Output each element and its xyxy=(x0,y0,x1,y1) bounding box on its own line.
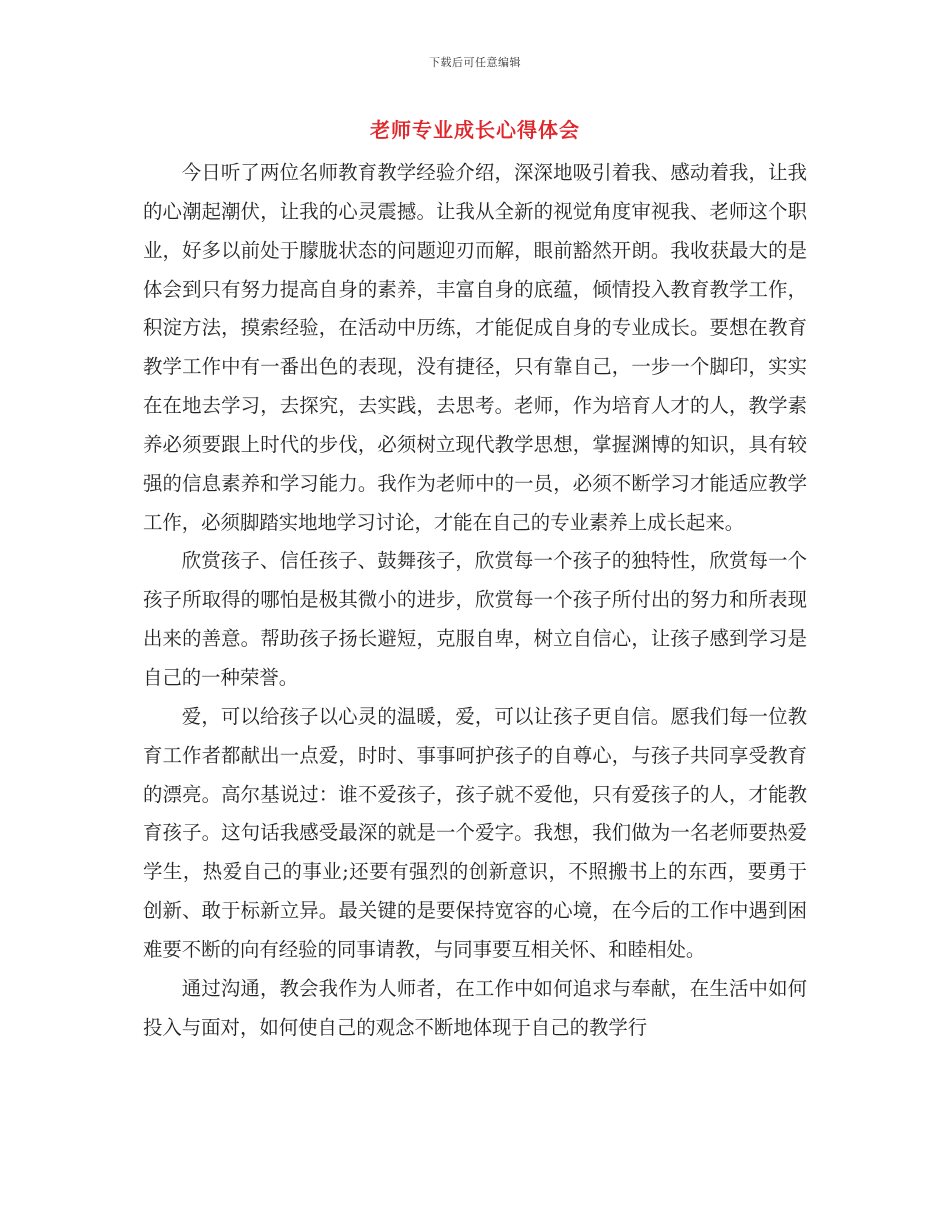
paragraph: 爱，可以给孩子以心灵的温暖，爱，可以让孩子更自信。愿我们每一位教育工作者都献出一点爱，时时、事事呵护孩子的自尊心，与孩子共同享受教育的漂亮。高尔基说过：谁不爱孩子，孩子就不爱他，只有爱孩子的人，才能教育孩子。这句话我感受最深的就是一个爱字。我想，我们做为一名老师要热爱学生，热爱自己的事业;还要有强烈的创新意识，不照搬书上的东西，要勇于创新、敢于标新立异。最关键的是要保持宽容的心境，在今后的工作中遇到困难要不断的向有经验的同事请教，与同事要互相关怀、和睦相处。 xyxy=(143,704,807,961)
header-note: 下载后可任意编辑 xyxy=(429,56,521,69)
paragraph: 通过沟通，教会我作为人师者，在工作中如何追求与奉献，在生活中如何投入与面对，如何使自己的观念不断地体现于自己的教学行 xyxy=(143,976,807,1039)
paragraph: 欣赏孩子、信任孩子、鼓舞孩子，欣赏每一个孩子的独特性，欣赏每一个孩子所取得的哪怕是极其微小的进步，欣赏每一个孩子所付出的努力和所表现出来的善意。帮助孩子扬长避短，克服自卑，树立自信心，让孩子感到学习是自己的一种荣誉。 xyxy=(143,549,807,689)
document-title: 老师专业成长心得体会 xyxy=(370,118,580,142)
document-body xyxy=(143,154,807,1047)
paragraph: 今日听了两位名师教育教学经验介绍，深深地吸引着我、感动着我，让我的心潮起潮伏，让我的心灵震撼。让我从全新的视觉角度审视我、老师这个职业，好多以前处于朦胧状态的问题迎刃而解，眼前豁然开朗。我收获最大的是体会到只有努力提高自身的素养，丰富自身的底蕴，倾情投入教育教学工作，积淀方法，摸索经验，在活动中历练，才能促成自身的专业成长。要想在教育教学工作中有一番出色的表现，没有捷径，只有靠自己，一步一个脚印，实实在在地去学习，去探究，去实践，去思考。老师，作为培育人才的人，教学素养必须要跟上时代的步伐，必须树立现代教学思想，掌握渊博的知识，具有较强的信息素养和学习能力。我作为老师中的一员，必须不断学习才能适应教学工作，必须脚踏实地地学习讨论，才能在自己的专业素养上成长起来。 xyxy=(143,161,807,534)
